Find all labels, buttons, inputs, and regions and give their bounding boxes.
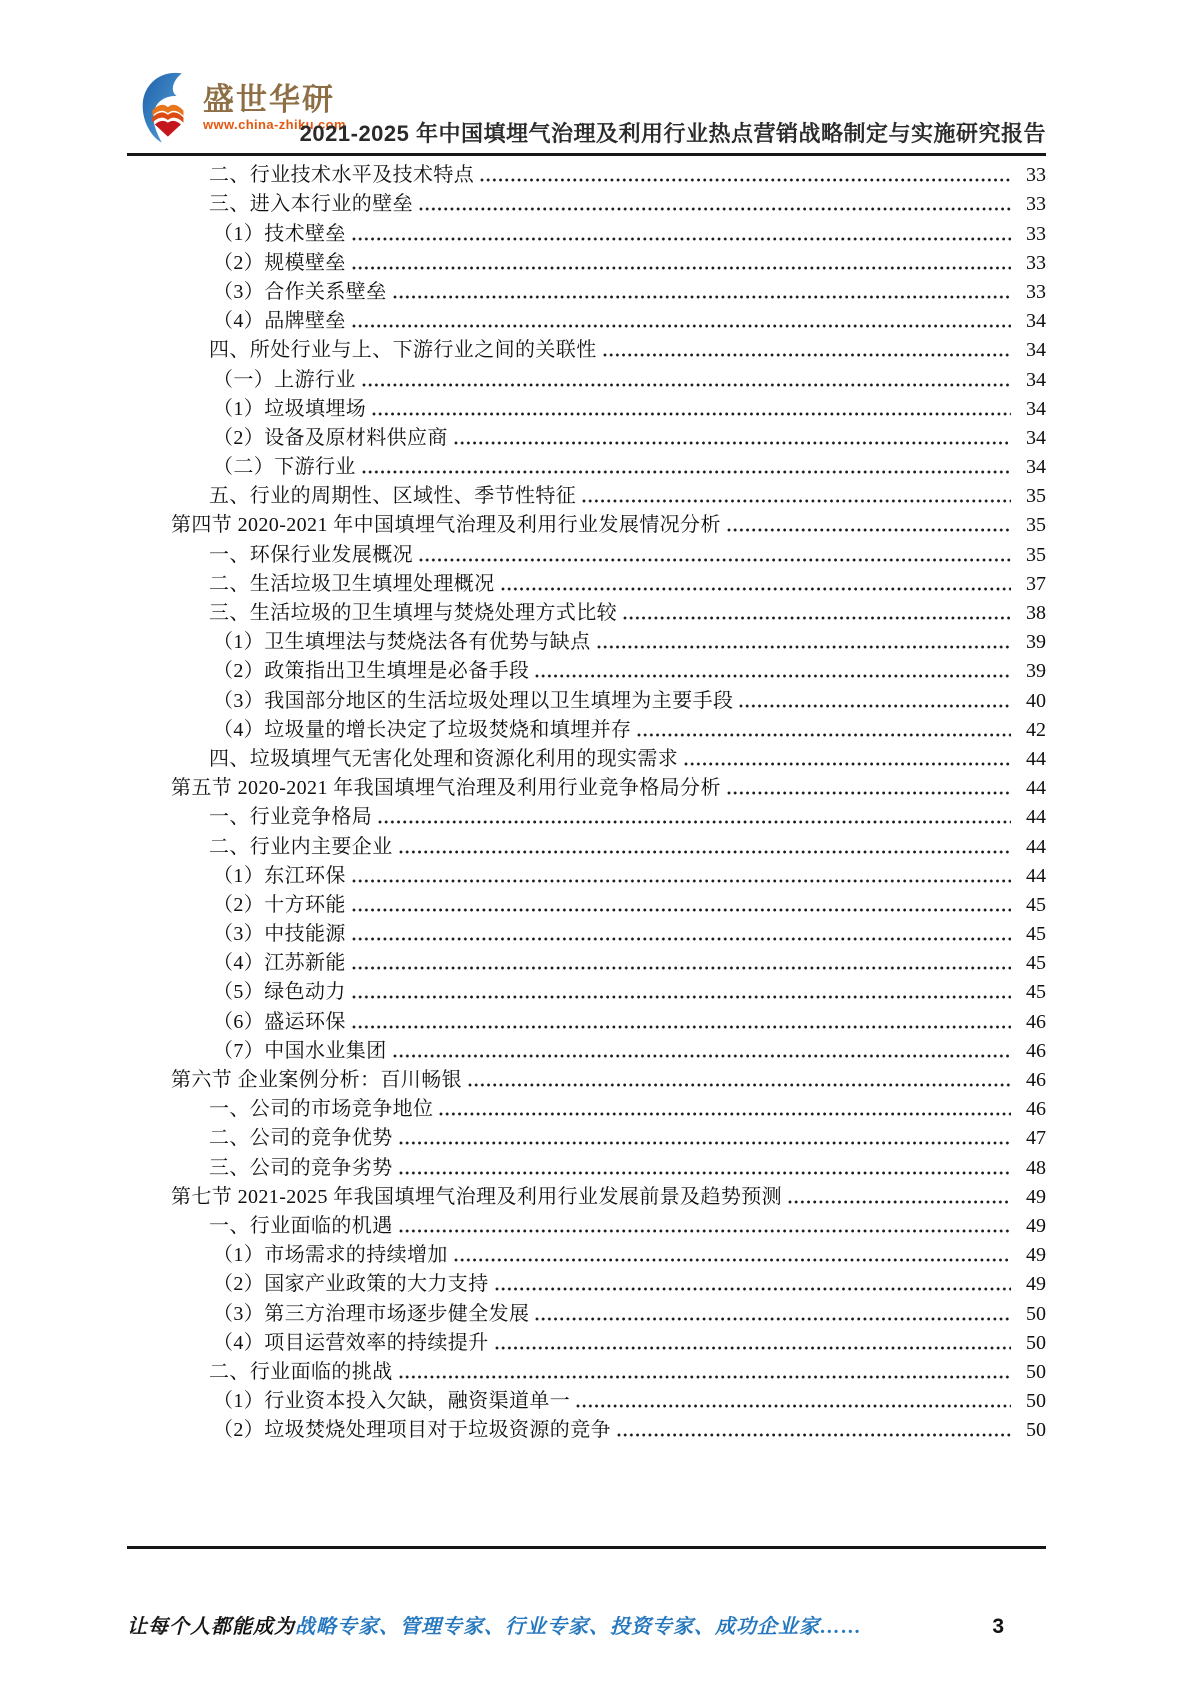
- toc-entry[interactable]: [127, 187, 1046, 216]
- toc-entry-text: （1）卫生填埋法与焚烧法各有优势与缺点: [213, 631, 591, 654]
- toc-dotted-leader: [576, 1403, 1011, 1409]
- toc-entry[interactable]: [127, 946, 1046, 975]
- toc-dotted-leader: [535, 1316, 1011, 1322]
- toc-entry-text: 一、行业面临的机遇: [209, 1214, 393, 1237]
- toc-entry-text: （4）江苏新能: [213, 952, 346, 975]
- toc-entry-text: （2）规模壁垒: [213, 251, 346, 274]
- toc-dotted-leader: [623, 615, 1011, 621]
- toc-dotted-leader: [372, 411, 1011, 417]
- toc-entry-text: （5）绿色动力: [213, 981, 346, 1004]
- toc-entry-page: 48: [1026, 1156, 1046, 1179]
- toc-entry-page: 44: [1026, 777, 1046, 800]
- toc-entry[interactable]: [127, 1063, 1046, 1092]
- toc-entry-text: 第七节 2021-2025 年我国填埋气治理及利用行业发展前景及趋势预测: [171, 1185, 783, 1208]
- toc-entry-page: 34: [1026, 397, 1046, 420]
- toc-entry-text: 第四节 2020-2021 年中国填埋气治理及利用行业发展情况分析: [171, 514, 721, 537]
- toc-entry-text: （4）垃圾量的增长决定了垃圾焚烧和填埋并存: [213, 718, 632, 741]
- toc-dotted-leader: [684, 761, 1011, 767]
- toc-dotted-leader: [399, 1170, 1011, 1176]
- toc-entry-page: 49: [1026, 1244, 1046, 1267]
- toc-entry-page: 46: [1026, 1010, 1046, 1033]
- page-footer: [127, 1610, 1046, 1639]
- toc-entry-text: （1）东江环保: [213, 864, 346, 887]
- toc-entry-text: 第五节 2020-2021 年我国填埋气治理及利用行业竞争格局分析: [171, 777, 721, 800]
- toc-entry-page: 34: [1026, 456, 1046, 479]
- toc-dotted-leader: [399, 1140, 1011, 1146]
- toc-entry-text: （1）市场需求的持续增加: [213, 1244, 448, 1267]
- toc-entry-text: （3）我国部分地区的生活垃圾处理以卫生填埋为主要手段: [213, 689, 734, 712]
- toc-entry-page: 33: [1026, 251, 1046, 274]
- toc-entry-text: （二）下游行业: [213, 456, 356, 479]
- toc-entry[interactable]: [127, 1326, 1046, 1355]
- toc-dotted-leader: [378, 819, 1011, 825]
- toc-entry-text: 二、行业内主要企业: [209, 835, 393, 858]
- toc-entry-text: （1）垃圾填埋场: [213, 397, 367, 420]
- toc-dotted-leader: [352, 236, 1011, 242]
- toc-entry[interactable]: [127, 246, 1046, 275]
- report-title: 2021-2025 年中国填埋气治理及利用行业热点营销战略制定与实施研究报告: [299, 121, 1046, 146]
- toc-dotted-leader: [495, 1286, 1011, 1292]
- toc-entry-page: 44: [1026, 806, 1046, 829]
- toc-entry-text: （2）十方环能: [213, 893, 346, 916]
- toc-entry[interactable]: [127, 275, 1046, 304]
- toc-entry-text: 三、公司的竞争劣势: [209, 1156, 393, 1179]
- toc-entry-text: 四、垃圾填埋气无害化处理和资源化利用的现实需求: [209, 747, 679, 770]
- toc-entry[interactable]: [127, 1150, 1046, 1179]
- toc-dotted-leader: [352, 907, 1011, 913]
- toc-entry[interactable]: [127, 771, 1046, 800]
- toc-dotted-leader: [352, 1024, 1011, 1030]
- footer-divider: [127, 1546, 1046, 1549]
- toc-entry-text: （一）上游行业: [213, 368, 356, 391]
- toc-entry-text: 四、所处行业与上、下游行业之间的关联性: [209, 339, 597, 362]
- toc-entry-text: （3）合作关系壁垒: [213, 280, 387, 303]
- toc-entry[interactable]: [127, 1413, 1046, 1442]
- toc: [127, 158, 1046, 1442]
- toc-entry[interactable]: [127, 304, 1046, 333]
- toc-entry[interactable]: [127, 450, 1046, 479]
- toc-dotted-leader: [788, 1199, 1011, 1205]
- toc-dotted-leader: [468, 1082, 1011, 1088]
- toc-entry-text: 一、公司的市场竞争地位: [209, 1098, 434, 1121]
- toc-dotted-leader: [399, 849, 1011, 855]
- toc-entry-page: 46: [1026, 1039, 1046, 1062]
- toc-entry-page: 45: [1026, 893, 1046, 916]
- toc-dotted-leader: [637, 732, 1011, 738]
- toc-entry[interactable]: [127, 1238, 1046, 1267]
- toc-entry-page: 44: [1026, 835, 1046, 858]
- toc-entry-page: 33: [1026, 193, 1046, 216]
- toc-dotted-leader: [399, 1228, 1011, 1234]
- toc-entry[interactable]: [127, 683, 1046, 712]
- toc-entry[interactable]: [127, 216, 1046, 245]
- toc-entry-text: （2）垃圾焚烧处理项目对于垃圾资源的竞争: [213, 1419, 611, 1442]
- toc-entry[interactable]: [127, 975, 1046, 1004]
- toc-dotted-leader: [352, 936, 1011, 942]
- footer-slogan-highlight: 战略专家、管理专家、行业专家、投资专家、成功企业家……: [295, 1616, 862, 1638]
- toc-entry[interactable]: [127, 1355, 1046, 1384]
- toc-dotted-leader: [617, 1432, 1011, 1438]
- toc-entry[interactable]: [127, 479, 1046, 508]
- toc-dotted-leader: [352, 323, 1011, 329]
- toc-dotted-leader: [352, 994, 1011, 1000]
- toc-entry-text: 三、生活垃圾的卫生填埋与焚烧处理方式比较: [209, 602, 617, 624]
- toc-entry-page: 42: [1026, 718, 1046, 741]
- toc-entry-text: 二、行业面临的挑战: [209, 1360, 393, 1383]
- toc-entry-page: 33: [1026, 164, 1046, 187]
- toc-entry-page: 44: [1026, 864, 1046, 887]
- toc-dotted-leader: [362, 469, 1011, 475]
- toc-entry-text: （2）国家产业政策的大力支持: [213, 1273, 489, 1296]
- toc-entry-text: 第六节 企业案例分析：百川畅银: [171, 1069, 462, 1091]
- logo-brand: 盛世华研: [203, 82, 335, 117]
- toc-entry[interactable]: [127, 362, 1046, 391]
- toc-entry[interactable]: [127, 1296, 1046, 1325]
- toc-entry[interactable]: [127, 567, 1046, 596]
- toc-dotted-leader: [727, 790, 1011, 796]
- toc-entry-page: 47: [1026, 1127, 1046, 1150]
- toc-entry-text: 五、行业的周期性、区域性、季节性特征: [209, 485, 577, 508]
- toc-entry-page: 34: [1026, 426, 1046, 449]
- toc-entry[interactable]: [127, 1121, 1046, 1150]
- toc-dotted-leader: [597, 644, 1011, 650]
- toc-entry[interactable]: [127, 917, 1046, 946]
- toc-entry-page: 50: [1026, 1390, 1046, 1413]
- toc-entry[interactable]: [127, 859, 1046, 888]
- toc-entry[interactable]: [127, 158, 1046, 187]
- toc-dotted-leader: [727, 527, 1011, 533]
- toc-entry[interactable]: [127, 392, 1046, 421]
- toc-dotted-leader: [495, 1345, 1011, 1351]
- toc-dotted-leader: [393, 1053, 1011, 1059]
- toc-entry-page: 34: [1026, 368, 1046, 391]
- toc-entry-text: （7）中国水业集团: [213, 1039, 387, 1062]
- toc-entry[interactable]: [127, 713, 1046, 742]
- toc-entry[interactable]: [127, 829, 1046, 858]
- toc-dotted-leader: [393, 294, 1011, 300]
- toc-entry[interactable]: [127, 742, 1046, 771]
- toc-entry[interactable]: [127, 1209, 1046, 1238]
- toc-entry[interactable]: [127, 1267, 1046, 1296]
- toc-entry-page: 46: [1026, 1069, 1046, 1091]
- logo-icon: [141, 72, 193, 144]
- toc-dotted-leader: [362, 382, 1011, 388]
- toc-entry[interactable]: [127, 888, 1046, 917]
- toc-entry-page: 38: [1026, 602, 1046, 624]
- toc-entry-text: （3）第三方治理市场逐步健全发展: [213, 1302, 530, 1325]
- toc-entry-text: （2）设备及原材料供应商: [213, 426, 448, 449]
- toc-entry[interactable]: [127, 1384, 1046, 1413]
- toc-dotted-leader: [501, 586, 1011, 592]
- toc-entry-text: 一、环保行业发展概况: [209, 543, 413, 566]
- toc-entry-text: 三、进入本行业的壁垒: [209, 193, 413, 216]
- toc-entry-page: 35: [1026, 514, 1046, 537]
- toc-entry-page: 35: [1026, 485, 1046, 508]
- toc-dotted-leader: [399, 1374, 1011, 1380]
- toc-entry-text: （1）技术壁垒: [213, 222, 346, 245]
- toc-dotted-leader: [535, 673, 1011, 679]
- toc-entry-page: 50: [1026, 1331, 1046, 1354]
- toc-entry-page: 40: [1026, 689, 1046, 712]
- toc-dotted-leader: [454, 440, 1011, 446]
- toc-entry-text: 一、行业竞争格局: [209, 806, 373, 829]
- toc-dotted-leader: [480, 177, 1011, 183]
- toc-entry-page: 33: [1026, 222, 1046, 245]
- toc-entry-page: 49: [1026, 1273, 1046, 1296]
- toc-entry-page: 44: [1026, 747, 1046, 770]
- toc-entry-page: 39: [1026, 631, 1046, 654]
- footer-slogan: [127, 1610, 862, 1639]
- toc-entry-text: 二、行业技术水平及技术特点: [209, 164, 475, 187]
- toc-entry-page: 49: [1026, 1185, 1046, 1208]
- toc-entry-text: （4）品牌壁垒: [213, 310, 346, 333]
- toc-entry[interactable]: [127, 1092, 1046, 1121]
- toc-entry[interactable]: [127, 1180, 1046, 1209]
- toc-entry-text: （4）项目运营效率的持续提升: [213, 1331, 489, 1354]
- toc-dotted-leader: [419, 206, 1011, 212]
- toc-entry[interactable]: [127, 1034, 1046, 1063]
- toc-entry-text: 二、生活垃圾卫生填埋处理概况: [209, 572, 495, 595]
- toc-entry-page: 50: [1026, 1302, 1046, 1325]
- toc-entry-page: 46: [1026, 1098, 1046, 1121]
- toc-entry-text: （2）政策指出卫生填埋是必备手段: [213, 660, 530, 683]
- toc-entry-page: 34: [1026, 310, 1046, 333]
- toc-entry-page: 45: [1026, 981, 1046, 1004]
- toc-dotted-leader: [454, 1257, 1011, 1263]
- toc-entry-text: （1）行业资本投入欠缺，融资渠道单一: [213, 1390, 571, 1413]
- toc-entry-text: （6）盛运环保: [213, 1010, 346, 1033]
- toc-entry[interactable]: [127, 596, 1046, 625]
- footer-slogan-prefix: 让每个人都能成为: [127, 1616, 295, 1638]
- toc-entry-page: 34: [1026, 339, 1046, 362]
- toc-entry[interactable]: [127, 625, 1046, 654]
- toc-dotted-leader: [582, 498, 1011, 504]
- toc-entry-page: 50: [1026, 1360, 1046, 1383]
- toc-dotted-leader: [439, 1111, 1011, 1117]
- toc-dotted-leader: [352, 965, 1011, 971]
- toc-dotted-leader: [419, 557, 1011, 563]
- toc-entry[interactable]: [127, 1004, 1046, 1033]
- logo-url: www.china-zhiku.com: [203, 117, 346, 132]
- toc-dotted-leader: [603, 352, 1011, 358]
- page-header: [127, 70, 1046, 156]
- page-number: 3: [992, 1615, 1004, 1638]
- toc-entry-page: 45: [1026, 923, 1046, 946]
- toc-entry-text: （3）中技能源: [213, 923, 346, 946]
- toc-entry[interactable]: [127, 537, 1046, 566]
- toc-entry[interactable]: [127, 800, 1046, 829]
- toc-dotted-leader: [352, 265, 1011, 271]
- toc-entry-page: 49: [1026, 1214, 1046, 1237]
- toc-entry-page: 50: [1026, 1419, 1046, 1442]
- toc-entry-page: 45: [1026, 952, 1046, 975]
- toc-entry-page: 33: [1026, 280, 1046, 303]
- toc-entry-page: 35: [1026, 543, 1046, 566]
- toc-entry-page: 37: [1026, 572, 1046, 595]
- toc-entry-text: 二、公司的竞争优势: [209, 1127, 393, 1150]
- toc-dotted-leader: [739, 703, 1011, 709]
- toc-entry[interactable]: [127, 333, 1046, 362]
- toc-entry[interactable]: [127, 508, 1046, 537]
- toc-dotted-leader: [352, 878, 1011, 884]
- toc-entry-page: 39: [1026, 660, 1046, 683]
- toc-entry[interactable]: [127, 421, 1046, 450]
- toc-entry[interactable]: [127, 654, 1046, 683]
